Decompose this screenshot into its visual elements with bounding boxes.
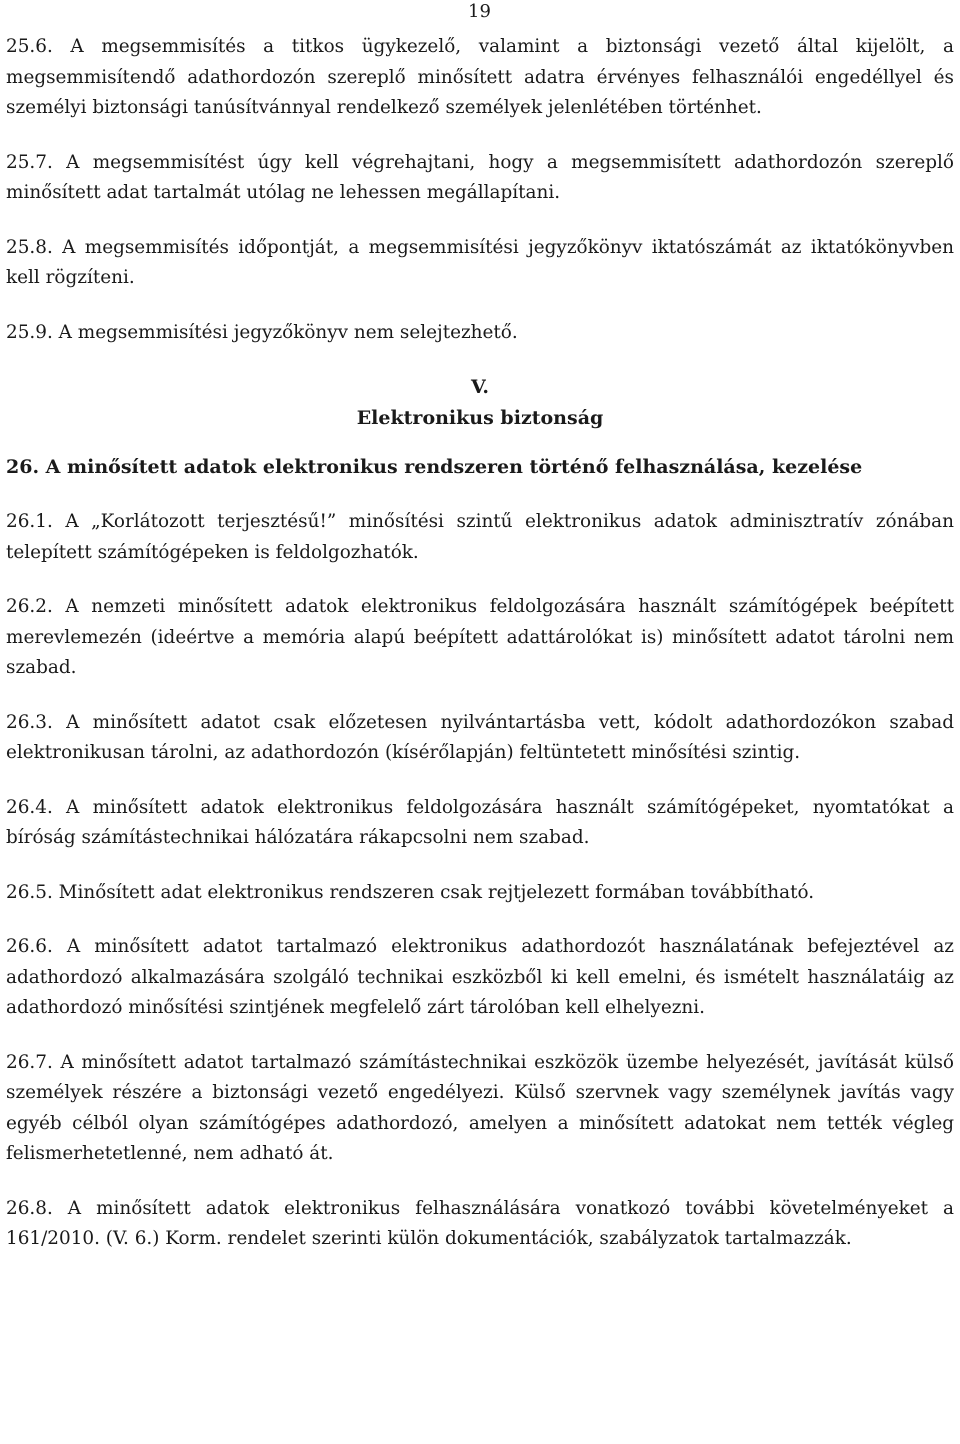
chapter-number: V. <box>470 376 490 398</box>
paragraph-26-1: 26.1. A „Korlátozott terjesztésű!” minősítési szintű elektronikus adatok adminisztratív zónában telepített számítógépeken is feldolgozhatók. <box>6 511 954 563</box>
paragraph-26-8: 26.8. A minősített adatok elektronikus felhasználására vonatkozó további követelményeket a 161/2010. (V. 6.) Korm. rendelet szerinti külön dokumentációk, szabályzatok tartalmazzák. <box>6 1197 954 1249</box>
paragraph-25-9: 25.9. A megsemmisítési jegyzőkönyv nem selejtezhető. <box>6 321 518 343</box>
paragraph-26-4: 26.4. A minősített adatok elektronikus feldolgozására használt számítógépeket, nyomtatókat a bíróság számítástechnikai hálózatára rákapcsolni nem szabad. <box>6 796 954 848</box>
section-heading: 26. A minősített adatok elektronikus rendszeren történő felhasználása, kezelése <box>6 456 863 478</box>
paragraph-25-8: 25.8. A megsemmisítés időpontját, a megsemmisítési jegyzőkönyv iktatószámát az iktatókönyvben kell rögzíteni. <box>6 236 954 288</box>
paragraph-26-7: 26.7. A minősített adatot tartalmazó számítástechnikai eszközök üzembe helyezését, javítását külső személyek részére a biztonsági vezető engedélyezi. Külső szervnek vagy személynek javítás vagy egyéb célból olyan számítógépes adathordozó, amelyen a minősített adatokat nem tették végleg felismerhetetlenné, nem adható át. <box>6 1051 954 1164</box>
chapter-heading <box>6 372 954 434</box>
paragraph-26-5: 26.5. Minősített adat elektronikus rendszeren csak rejtjelezett formában továbbítható. <box>6 881 815 903</box>
chapter-title: Elektronikus biztonság <box>356 407 604 429</box>
paragraph-25-7: 25.7. A megsemmisítést úgy kell végrehajtani, hogy a megsemmisített adathordozón szereplő minősített adat tartalmát utólag ne lehessen megállapítani. <box>6 151 954 203</box>
paragraph-25-6: 25.6. A megsemmisítés a titkos ügykezelő, valamint a biztonsági vezető által kijelölt, a megsemmisítendő adathordozón szereplő minősített adatra érvényes felhasználói engedéllyel és személyi biztonsági tanúsítvánnyal rendelkező személyek jelenlétében történhet. <box>6 36 954 118</box>
paragraph-26-3: 26.3. A minősített adatot csak előzetesen nyilvántartásba vett, kódolt adathordozókon szabad elektronikusan tárolni, az adathordozón (kísérőlapján) feltüntetett minősítési szintig. <box>6 711 954 763</box>
page-number: 19 <box>468 1 491 22</box>
document-body <box>6 32 954 1279</box>
paragraph-26-2: 26.2. A nemzeti minősített adatok elektronikus feldolgozására használt számítógépek beépített merevlemezén (ideértve a memória alapú beépített adattárolókat is) minősített adatot tárolni nem szabad. <box>6 596 954 678</box>
paragraph-26-6: 26.6. A minősített adatot tartalmazó elektronikus adathordozót használatának befejeztével az adathordozó alkalmazására szolgáló technikai eszközből ki kell emelni, és ismételt használatáig az adathordozó minősítési szintjének megfelelő zárt tárolóban kell elhelyezni. <box>6 936 954 1018</box>
